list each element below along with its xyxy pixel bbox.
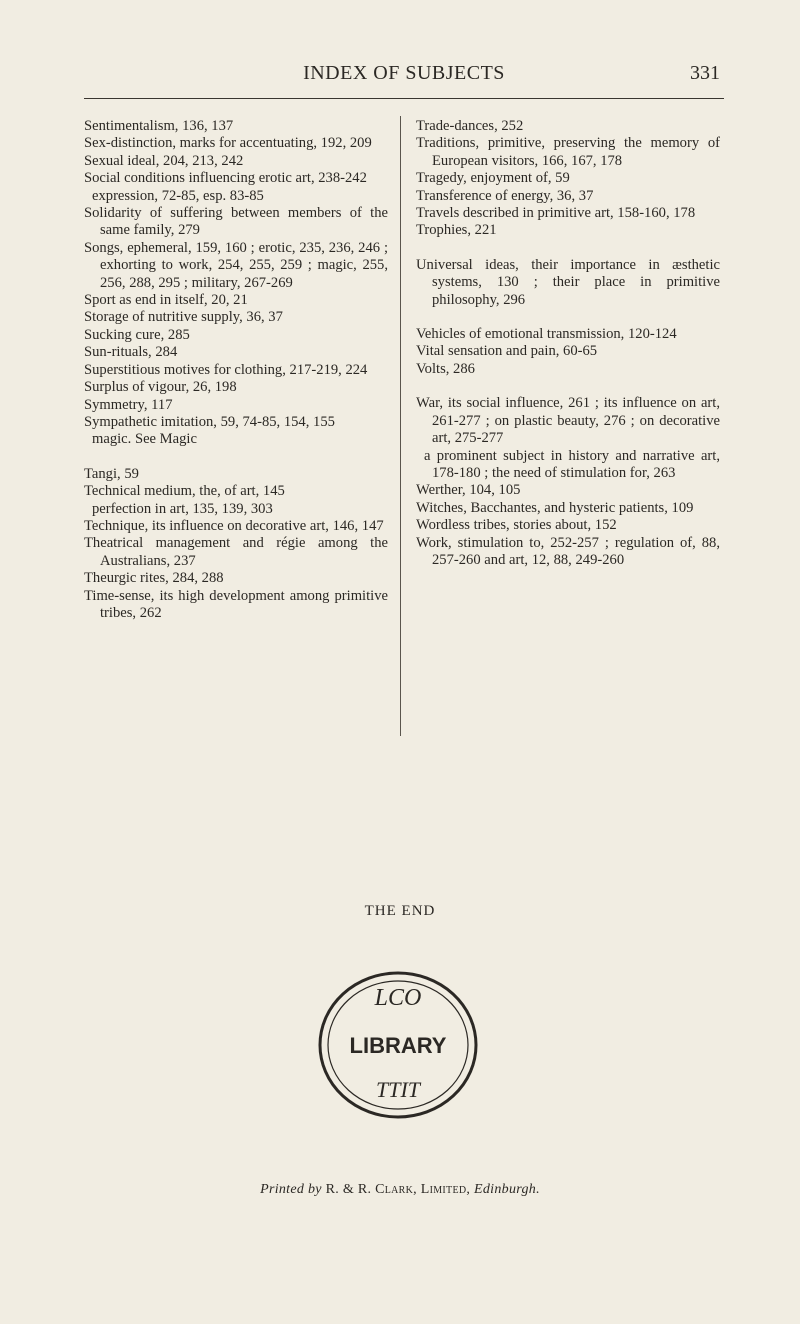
column-divider (400, 116, 401, 736)
index-subentry: perfection in art, 135, 139, 303 (92, 500, 273, 517)
index-entry: Volts, 286 (416, 360, 475, 377)
the-end: THE END (364, 903, 436, 919)
printer-imprint (0, 1182, 800, 1198)
page-title: INDEX OF SUBJECTS (303, 62, 505, 84)
index-entry: Sun-rituals, 284 (84, 344, 178, 361)
index-entry: Social conditions influencing erotic art, 238-242 (84, 170, 367, 187)
index-entry: Traditions, primitive, preserving the memory of European visitors, 166, 167, 178 (416, 135, 720, 169)
index-subentry: a prominent subject in history and narrative art, 178-180 ; the need of stimulation for, 263 (424, 447, 720, 481)
printer-name: R. & R. Clark, Limited, (325, 1182, 471, 1197)
index-entry: Travels described in primitive art, 158-160, 178 (416, 205, 696, 222)
index-entry: Work, stimulation to, 252-257 ; regulation of, 88, 257-260 and art, 12, 88, 249-260 (416, 534, 720, 568)
index-subentry: expression, 72-85, esp. 83-85 (92, 187, 264, 204)
index-entry: Superstitious motives for clothing, 217-219, 224 (84, 361, 368, 378)
index-entry: Wordless tribes, stories about, 152 (416, 517, 617, 534)
page-number: 331 (690, 62, 720, 84)
index-entry: Technique, its influence on decorative art, 146, 147 (84, 517, 384, 534)
letter-section-gap (416, 240, 720, 257)
stamp-top-text: LCO (374, 985, 422, 1011)
stamp-bottom-text: TTIT (375, 1077, 421, 1102)
index-entry: Sex-distinction, marks for accentuating, 192, 209 (84, 135, 372, 152)
index-subentry: magic. See Magic (92, 431, 197, 448)
index-entry: Witches, Bacchantes, and hysteric patients, 109 (416, 499, 694, 516)
stamp-middle-text: LIBRARY (349, 1033, 447, 1058)
printer-city: Edinburgh. (474, 1182, 540, 1197)
letter-section-gap (416, 309, 720, 326)
index-entry: Theurgic rites, 284, 288 (84, 570, 224, 587)
index-entry: War, its social influence, 261 ; its influence on art, 261-277 ; on plastic beauty, 276 ; on decorative art, 275-277 (416, 395, 720, 447)
index-entry: Werther, 104, 105 (416, 482, 521, 499)
library-stamp (313, 965, 483, 1125)
index-column-right (416, 118, 720, 569)
header-rule (84, 98, 724, 99)
index-entry: Trophies, 221 (416, 222, 497, 239)
index-entry: Symmetry, 117 (84, 396, 173, 413)
index-entry: Vital sensation and pain, 60-65 (416, 343, 598, 360)
index-entry: Storage of nutritive supply, 36, 37 (84, 309, 283, 326)
index-entry: Songs, ephemeral, 159, 160 ; erotic, 235, 236, 246 ; exhorting to work, 254, 255, 259 ; magic, 255, 256, 288, 295 ; military, 267-269 (84, 239, 388, 291)
index-entry: Time-sense, its high development among primitive tribes, 262 (84, 587, 388, 621)
index-entry: Sport as end in itself, 20, 21 (84, 292, 248, 309)
index-entry: Sympathetic imitation, 59, 74-85, 154, 155 (84, 413, 335, 430)
index-entry: Technical medium, the, of art, 145 (84, 483, 285, 500)
index-entry: Vehicles of emotional transmission, 120-124 (416, 326, 677, 343)
index-column-left (84, 118, 388, 622)
index-entry: Transference of energy, 36, 37 (416, 187, 594, 204)
index-entry: Theatrical management and régie among the Australians, 237 (84, 535, 388, 569)
letter-section-gap (416, 378, 720, 395)
printer-prefix: Printed by (260, 1182, 322, 1197)
index-entry: Universal ideas, their importance in æsthetic systems, 130 ; their place in primitive philosophy, 296 (416, 256, 720, 308)
index-entry: Tangi, 59 (84, 465, 139, 482)
index-entry: Tragedy, enjoyment of, 59 (416, 170, 570, 187)
index-entry: Surplus of vigour, 26, 198 (84, 379, 237, 396)
index-entry: Sucking cure, 285 (84, 326, 190, 343)
running-header (84, 62, 724, 92)
index-entry: Sentimentalism, 136, 137 (84, 118, 234, 134)
index-entry: Solidarity of suffering between members of the same family, 279 (84, 205, 388, 239)
index-entry: Sexual ideal, 204, 213, 242 (84, 152, 244, 169)
index-entry: Trade-dances, 252 (416, 118, 524, 134)
letter-section-gap (84, 449, 388, 466)
